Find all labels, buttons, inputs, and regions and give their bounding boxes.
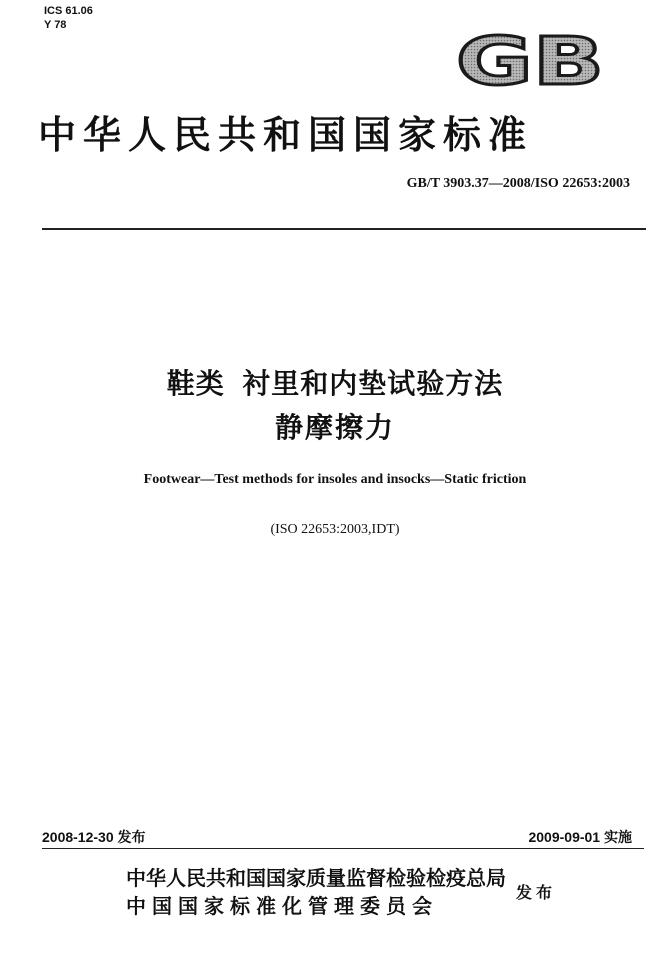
standard-number: GB/T 3903.37—2008/ISO 22653:2003: [406, 176, 630, 191]
classification-codes: [44, 4, 93, 32]
iso-equivalence: (ISO 22653:2003,IDT): [270, 522, 400, 537]
header-divider: [42, 228, 646, 230]
ics-code: ICS 61.06: [44, 5, 93, 17]
ccs-code: Y 78: [44, 19, 67, 31]
gb-logo-text: GB: [456, 30, 604, 90]
publisher-line-1: 中华人民共和国国家质量监督检验检疫总局: [126, 868, 506, 890]
issue-date: 2008-12-30 发布: [42, 829, 146, 845]
title-chinese-line-1: 鞋类 衬里和内垫试验方法: [166, 368, 504, 399]
publisher-label: 发布: [516, 885, 557, 902]
title-english: Footwear—Test methods for insoles and insocks—Static friction: [143, 472, 527, 487]
publisher-line-2: 中国国家标准化管理委员会: [126, 896, 438, 918]
implementation-date: 2009-09-01 实施: [528, 829, 632, 845]
organization-title: 中华人民共和国国家标准: [38, 115, 534, 157]
gb-logo: [455, 30, 605, 90]
footer-divider: [42, 848, 644, 849]
title-chinese-line-2: 静摩擦力: [274, 412, 395, 443]
